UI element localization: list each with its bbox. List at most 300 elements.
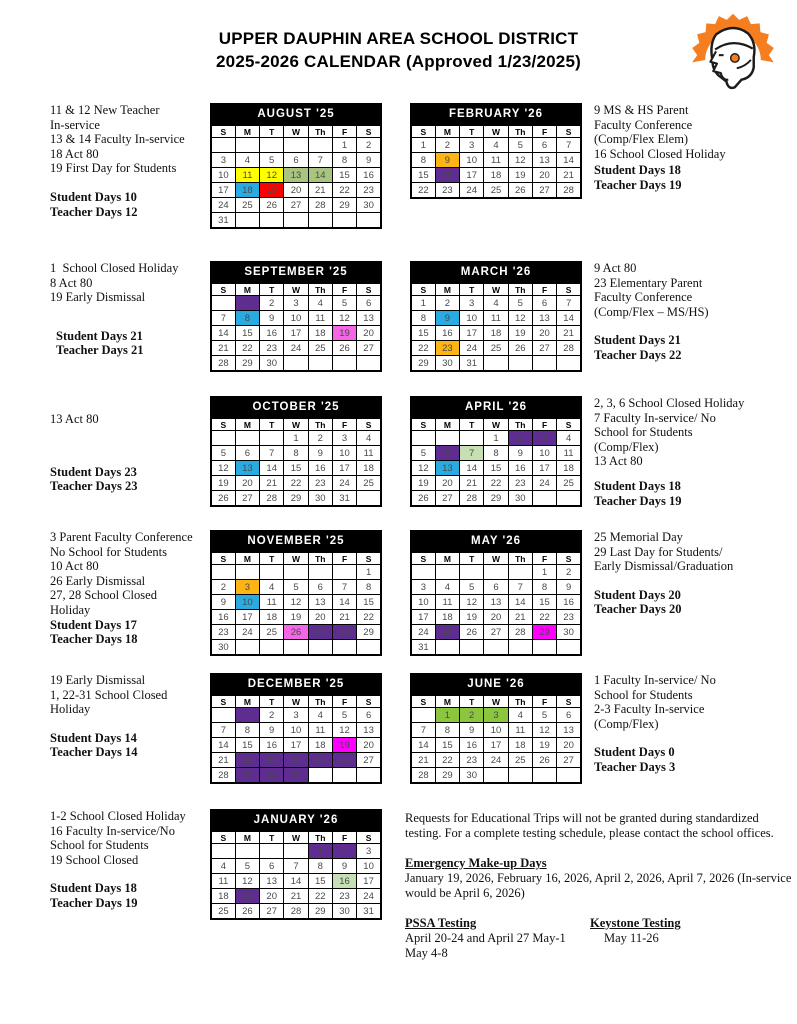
weekday-header: Th: [508, 695, 532, 708]
weekday-header: W: [284, 695, 308, 708]
day-cell: 10: [484, 723, 508, 738]
note-line: 1-2 School Closed Holiday: [50, 809, 186, 823]
day-cell: 8: [435, 723, 459, 738]
day-cell: 7: [308, 153, 332, 168]
empty-cell: [260, 213, 284, 229]
day-cell: 4: [435, 580, 459, 595]
day-cell: 2: [260, 708, 284, 723]
day-cell: 16: [260, 738, 284, 753]
day-cell: 9: [332, 859, 356, 874]
day-cell: 1: [332, 138, 356, 153]
weekday-header: Th: [308, 831, 332, 844]
january-notes: [50, 809, 208, 911]
august-day-counts: [50, 190, 208, 219]
day-cell: 2: [357, 138, 381, 153]
day-cell: 20: [532, 326, 556, 341]
day-cell: 19: [235, 889, 259, 904]
empty-cell: [211, 844, 235, 859]
day-cell: 11: [260, 595, 284, 610]
empty-cell: [357, 491, 381, 507]
day-cell: 12: [460, 595, 484, 610]
emergency-makeup-text: January 19, 2026, February 16, 2026, April 2, 2026, April 7, 2026 (In-service would be April 6, 2026): [405, 871, 792, 900]
weekday-header: W: [284, 283, 308, 296]
day-cell: 16: [508, 461, 532, 476]
empty-cell: [211, 565, 235, 580]
day-cell: 4: [484, 296, 508, 311]
day-cell: 26: [260, 198, 284, 213]
day-cell: 21: [411, 753, 435, 768]
november-day-counts: [50, 618, 208, 647]
day-cell: 16: [260, 326, 284, 341]
day-cell: 17: [460, 326, 484, 341]
day-cell: 11: [484, 311, 508, 326]
weekday-header: Th: [308, 418, 332, 431]
note-line: School for Students: [594, 687, 693, 702]
day-cell: 23: [260, 753, 284, 768]
day-cell: 17: [235, 610, 259, 625]
keystone-heading: Keystone Testing: [590, 916, 681, 930]
weekday-header: M: [235, 125, 259, 138]
day-cell: 19: [211, 476, 235, 491]
day-cell: 14: [557, 153, 581, 168]
weekday-header: T: [460, 125, 484, 138]
testing-info-block: [405, 811, 795, 961]
weekday-header: Th: [308, 695, 332, 708]
empty-cell: [260, 138, 284, 153]
empty-cell: [460, 565, 484, 580]
day-cell: 13: [284, 168, 308, 183]
february-notes: [594, 103, 794, 193]
weekday-header: S: [357, 418, 381, 431]
january-note-lines: [50, 809, 208, 867]
empty-cell: [484, 356, 508, 372]
note-line: 23 Elementary Parent: [594, 275, 703, 290]
weekday-header: W: [484, 125, 508, 138]
day-cell: 25: [308, 341, 332, 356]
day-cell: 22: [308, 889, 332, 904]
weekday-header: W: [284, 552, 308, 565]
day-cell: 3: [484, 708, 508, 723]
empty-cell: [211, 431, 235, 446]
day-cell: 25: [260, 625, 284, 640]
educational-trips-paragraph: Requests for Educational Trips will not be granted during standardized testing. For a complete testing schedule, please contact the school offices.: [405, 811, 774, 840]
day-cell: 19: [332, 326, 356, 341]
weekday-header: S: [211, 283, 235, 296]
calendar-march: [410, 261, 582, 372]
empty-cell: [235, 213, 259, 229]
day-cell: 20: [284, 183, 308, 198]
day-cell: 27: [532, 341, 556, 356]
day-cell: 12: [260, 168, 284, 183]
month-grid: [210, 551, 382, 656]
day-cell: 1: [484, 431, 508, 446]
weekday-header: W: [484, 418, 508, 431]
note-line: Student Days 18: [594, 478, 681, 493]
day-cell: 14: [211, 326, 235, 341]
month-grid: [410, 124, 582, 199]
weekday-header: T: [460, 418, 484, 431]
day-cell: 25: [484, 341, 508, 356]
weekday-header: S: [557, 695, 581, 708]
day-cell: 11: [508, 723, 532, 738]
september-note-lines: [50, 261, 208, 305]
day-cell: 9: [557, 580, 581, 595]
day-cell: 5: [508, 296, 532, 311]
note-line: Teacher Days 18: [50, 632, 138, 647]
day-cell: 20: [260, 889, 284, 904]
day-cell: 31: [332, 491, 356, 507]
weekday-header: T: [460, 695, 484, 708]
weekday-header: F: [532, 418, 556, 431]
weekday-header: S: [411, 125, 435, 138]
day-cell: 18: [235, 183, 259, 198]
calendar-may: [410, 530, 582, 656]
weekday-header: S: [357, 125, 381, 138]
day-cell: 26: [508, 183, 532, 199]
day-cell: 18: [435, 610, 459, 625]
calendar-april: [410, 396, 582, 507]
day-cell: 8: [284, 446, 308, 461]
day-cell: 1: [411, 138, 435, 153]
november-notes: [50, 530, 208, 647]
day-cell: 25: [211, 904, 235, 920]
note-line: 18 Act 80: [50, 146, 99, 161]
empty-cell: [211, 296, 235, 311]
day-cell: 22: [411, 341, 435, 356]
day-cell: 10: [211, 168, 235, 183]
weekday-header: S: [411, 695, 435, 708]
weekday-header: F: [332, 283, 356, 296]
day-cell: 17: [211, 183, 235, 198]
day-cell: 15: [308, 874, 332, 889]
day-cell: 17: [357, 874, 381, 889]
calendar-june: [410, 673, 582, 784]
empty-cell: [235, 640, 259, 656]
day-cell: 28: [460, 491, 484, 507]
day-cell: 15: [235, 326, 259, 341]
december-note-lines: [50, 673, 208, 717]
june-day-counts: [594, 745, 794, 774]
day-cell: 15: [532, 595, 556, 610]
empty-cell: [211, 138, 235, 153]
day-cell: 16: [211, 610, 235, 625]
day-cell: 17: [460, 168, 484, 183]
note-line: Student Days 21: [56, 328, 143, 343]
day-cell: 22: [411, 183, 435, 199]
empty-cell: [508, 565, 532, 580]
day-cell: 5: [332, 708, 356, 723]
weekday-header: Th: [308, 552, 332, 565]
empty-cell: [284, 565, 308, 580]
note-line: Student Days 18: [594, 163, 681, 178]
weekday-header: M: [435, 418, 459, 431]
weekday-header: Th: [508, 418, 532, 431]
day-cell: 23: [357, 183, 381, 198]
day-cell: 23: [435, 183, 459, 199]
day-cell: 13: [532, 153, 556, 168]
note-line: 16 Faculty In-service/No: [50, 823, 175, 838]
day-cell: 30: [460, 768, 484, 784]
day-cell: 1: [308, 844, 332, 859]
empty-cell: [557, 491, 581, 507]
march-note-lines: [594, 261, 794, 319]
note-line: Student Days 20: [594, 587, 681, 602]
empty-cell: [332, 565, 356, 580]
day-cell: 20: [308, 610, 332, 625]
day-cell: 5: [411, 446, 435, 461]
day-cell: 31: [411, 640, 435, 656]
day-cell: 29: [532, 625, 556, 640]
day-cell: 21: [211, 341, 235, 356]
empty-cell: [411, 708, 435, 723]
month-grid: [210, 830, 382, 920]
day-cell: 3: [460, 296, 484, 311]
day-cell: 12: [508, 153, 532, 168]
weekday-header: F: [332, 552, 356, 565]
day-cell: 20: [357, 326, 381, 341]
note-line: Student Days 17: [50, 617, 137, 632]
note-line: 16 School Closed Holiday: [594, 146, 726, 161]
calendar-subtitle: 2025-2026 CALENDAR (Approved 1/23/2025): [216, 52, 581, 71]
day-cell: 3: [411, 580, 435, 595]
empty-cell: [484, 768, 508, 784]
note-line: Teacher Days 3: [594, 759, 676, 774]
day-cell: 25: [435, 625, 459, 640]
note-line: Student Days 23: [50, 464, 137, 479]
day-cell: 8: [308, 859, 332, 874]
empty-cell: [308, 356, 332, 372]
month-grid: [410, 417, 582, 507]
empty-cell: [332, 213, 356, 229]
day-cell: 3: [235, 580, 259, 595]
weekday-header: S: [557, 125, 581, 138]
weekday-header: Th: [508, 283, 532, 296]
weekday-header: Th: [308, 283, 332, 296]
day-cell: 6: [284, 153, 308, 168]
empty-cell: [484, 565, 508, 580]
weekday-header: T: [260, 831, 284, 844]
note-line: Teacher Days 12: [50, 204, 138, 219]
day-cell: 25: [484, 183, 508, 199]
day-cell: 13: [532, 311, 556, 326]
day-cell: 2: [435, 296, 459, 311]
day-cell: 9: [460, 723, 484, 738]
day-cell: 20: [532, 168, 556, 183]
empty-cell: [235, 844, 259, 859]
day-cell: 24: [411, 625, 435, 640]
empty-cell: [308, 640, 332, 656]
day-cell: 30: [211, 640, 235, 656]
empty-cell: [332, 640, 356, 656]
weekday-header: T: [260, 283, 284, 296]
weekday-header: S: [557, 418, 581, 431]
note-line: School for Students: [594, 425, 693, 440]
month-grid: [410, 282, 582, 372]
april-note-lines: [594, 396, 794, 469]
day-cell: 15: [411, 168, 435, 183]
day-cell: 11: [357, 446, 381, 461]
weekday-header: M: [235, 831, 259, 844]
day-cell: 9: [435, 153, 459, 168]
day-cell: 10: [460, 311, 484, 326]
day-cell: 22: [357, 610, 381, 625]
month-title: OCTOBER '25: [210, 396, 382, 417]
october-day-counts: [50, 465, 208, 494]
empty-cell: [357, 640, 381, 656]
day-cell: 3: [211, 153, 235, 168]
day-cell: 20: [557, 738, 581, 753]
note-line: 19 Early Dismissal: [50, 673, 146, 687]
day-cell: 1: [435, 708, 459, 723]
day-cell: 14: [460, 461, 484, 476]
day-cell: 21: [308, 183, 332, 198]
empty-cell: [357, 768, 381, 784]
day-cell: 22: [532, 610, 556, 625]
day-cell: 5: [235, 859, 259, 874]
day-cell: 18: [308, 738, 332, 753]
empty-cell: [532, 356, 556, 372]
calendar-october: [210, 396, 382, 507]
day-cell: 27: [284, 198, 308, 213]
day-cell: 2: [260, 296, 284, 311]
note-line: April 20-24 and April 27 May-1: [405, 931, 566, 945]
note-line: Student Days 10: [50, 189, 137, 204]
day-cell: 24: [484, 753, 508, 768]
weekday-header: M: [435, 552, 459, 565]
day-cell: 16: [332, 874, 356, 889]
day-cell: 21: [211, 753, 235, 768]
day-cell: 5: [508, 138, 532, 153]
march-day-counts: [594, 333, 794, 362]
april-day-counts: [594, 479, 794, 508]
note-line: 10 Act 80: [50, 559, 99, 574]
pssa-dates: [405, 931, 590, 961]
day-cell: 15: [435, 738, 459, 753]
day-cell: 15: [332, 168, 356, 183]
day-cell: 13: [357, 311, 381, 326]
day-cell: 30: [557, 625, 581, 640]
month-grid: [210, 694, 382, 784]
note-line: Student Days 0: [594, 745, 675, 760]
empty-cell: [508, 768, 532, 784]
note-line: In-service: [50, 117, 100, 132]
day-cell: 23: [332, 889, 356, 904]
note-line: Student Days 14: [50, 730, 137, 745]
day-cell: 31: [211, 213, 235, 229]
weekday-header: T: [260, 695, 284, 708]
keystone-dates: [590, 931, 795, 946]
calendar-january: [210, 809, 382, 920]
day-cell: 7: [508, 580, 532, 595]
day-cell: 20: [357, 738, 381, 753]
note-line: Teacher Days 23: [50, 479, 138, 494]
day-cell: 18: [357, 461, 381, 476]
note-line: 1 School Closed Holiday: [50, 261, 179, 275]
day-cell: 28: [411, 768, 435, 784]
day-cell: 12: [211, 461, 235, 476]
day-cell: 18: [308, 326, 332, 341]
day-cell: 12: [411, 461, 435, 476]
empty-cell: [435, 431, 459, 446]
weekday-header: T: [460, 552, 484, 565]
day-cell: 8: [332, 153, 356, 168]
day-cell: 2: [557, 565, 581, 580]
day-cell: 11: [435, 595, 459, 610]
weekday-header: F: [532, 552, 556, 565]
day-cell: 14: [211, 738, 235, 753]
day-cell: 26: [460, 625, 484, 640]
day-cell: 26: [332, 753, 356, 768]
day-cell: 14: [284, 874, 308, 889]
month-title: DECEMBER '25: [210, 673, 382, 694]
month-grid: [410, 694, 582, 784]
day-cell: 10: [357, 859, 381, 874]
day-cell: 21: [557, 168, 581, 183]
note-line: 19 First Day for Students: [50, 161, 177, 176]
day-cell: 11: [235, 168, 259, 183]
weekday-header: M: [235, 283, 259, 296]
day-cell: 29: [332, 198, 356, 213]
day-cell: 28: [211, 356, 235, 372]
note-line: 1 Faculty In-service/ No: [594, 673, 716, 687]
note-line: 11 & 12 New Teacher: [50, 103, 160, 117]
day-cell: 25: [308, 753, 332, 768]
weekday-header: T: [260, 552, 284, 565]
weekday-header: M: [435, 283, 459, 296]
weekday-header: W: [484, 695, 508, 708]
note-line: (Comp/Flex): [594, 716, 659, 731]
day-cell: 29: [308, 904, 332, 920]
month-title: AUGUST '25: [210, 103, 382, 124]
day-cell: 10: [284, 723, 308, 738]
month-grid: [210, 282, 382, 372]
day-cell: 18: [260, 610, 284, 625]
empty-cell: [284, 640, 308, 656]
note-line: 8 Act 80: [50, 275, 93, 290]
empty-cell: [557, 356, 581, 372]
day-cell: 9: [308, 446, 332, 461]
empty-cell: [260, 844, 284, 859]
day-cell: 15: [411, 326, 435, 341]
day-cell: 17: [284, 326, 308, 341]
day-cell: 29: [235, 768, 259, 784]
day-cell: 13: [357, 723, 381, 738]
day-cell: 6: [484, 580, 508, 595]
weekday-header: S: [357, 695, 381, 708]
day-cell: 26: [508, 341, 532, 356]
day-cell: 19: [460, 610, 484, 625]
day-cell: 9: [260, 723, 284, 738]
day-cell: 25: [235, 198, 259, 213]
empty-cell: [332, 768, 356, 784]
weekday-header: S: [211, 125, 235, 138]
day-cell: 24: [332, 476, 356, 491]
day-cell: 12: [508, 311, 532, 326]
day-cell: 22: [435, 753, 459, 768]
day-cell: 30: [508, 491, 532, 507]
day-cell: 31: [284, 768, 308, 784]
day-cell: 15: [284, 461, 308, 476]
day-cell: 13: [260, 874, 284, 889]
day-cell: 5: [532, 708, 556, 723]
june-notes: [594, 673, 794, 775]
day-cell: 3: [532, 431, 556, 446]
page-title: [0, 27, 797, 73]
day-cell: 27: [235, 491, 259, 507]
day-cell: 4: [235, 153, 259, 168]
day-cell: 9: [435, 311, 459, 326]
day-cell: 22: [235, 341, 259, 356]
